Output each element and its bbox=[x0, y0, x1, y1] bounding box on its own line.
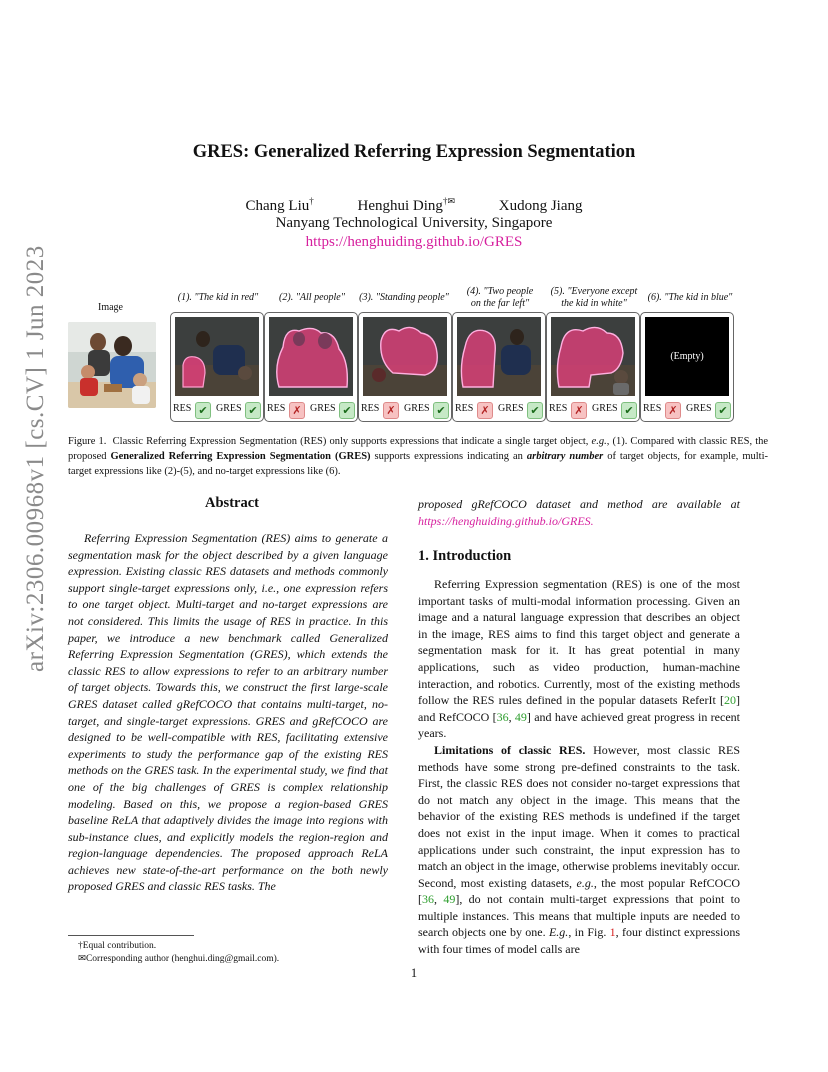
check-icon: ✔ bbox=[195, 402, 211, 419]
cross-icon: ✗ bbox=[383, 402, 399, 419]
intro-paragraph-2: Limitations of classic RES. However, most classic RES methods have some strong pre-defined constraints to the task. First, the classic RES does not consider no-target expressions that do not match any object in the image. This means that the behavior of the existing RES methods is undefined if the target does not exist in the input image. When it comes to practical applications under such constraint, the input expression has to match an object in the image, otherwise problems inevitably occur. Second, most existing datasets, e.g., the most popular RefCOCO [36, 49], do not contain multi-target expressions that point to multiple instances. This means that multiple inputs are needed to search objects one by one. E.g., in Fig. 1, four distinct expressions with four times of model calls are bbox=[418, 742, 740, 957]
panel-5 bbox=[546, 312, 640, 422]
author-1: Chang Liu† bbox=[245, 196, 314, 214]
panel-3-mask-image bbox=[363, 317, 447, 396]
panel-label-1: (1). "The kid in red" bbox=[177, 292, 259, 303]
panel-6-results: RES ✗ GRES ✔ bbox=[641, 400, 733, 418]
project-link[interactable]: https://henghuiding.github.io/GRES bbox=[305, 234, 523, 250]
panel-5-mask-image bbox=[551, 317, 635, 396]
image-label: Image bbox=[98, 302, 123, 313]
panel-2-mask-image bbox=[269, 317, 353, 396]
author-2: Henghui Ding†✉ bbox=[357, 196, 455, 214]
panel-4 bbox=[452, 312, 546, 422]
footnotes bbox=[68, 940, 398, 966]
introduction-text bbox=[418, 576, 740, 958]
dataset-link[interactable]: https://henghuiding.github.io/GRES. bbox=[418, 513, 594, 528]
author-list bbox=[0, 196, 828, 215]
intro-paragraph-1: Referring Expression segmentation (RES) is one of the most important tasks of multi-modal information processing. Given an image and a natural language expression that describes an object in the image, RES aims to find this target object and generate a segmentation mask for it. It has great potential in many applications, such as video production, human-machine interaction, and robotics. Currently, most of the existing methods follow the RES rules defined in the popular datasets ReferIt [20] and RefCOCO [36, 49] and have achieved great progress in recent years. bbox=[418, 577, 740, 741]
citation-link[interactable]: 49 bbox=[514, 709, 527, 724]
cross-icon: ✗ bbox=[571, 402, 587, 419]
check-icon: ✔ bbox=[433, 402, 449, 419]
author-3: Xudong Jiang bbox=[498, 198, 583, 214]
panel-label-6: (6). "The kid in blue" bbox=[647, 292, 733, 303]
check-icon: ✔ bbox=[527, 402, 543, 419]
affiliation: Nanyang Technological University, Singapore bbox=[275, 215, 553, 231]
citation-link[interactable]: 36 bbox=[422, 892, 434, 907]
panel-label-2: (2). "All people" bbox=[279, 292, 345, 303]
check-icon: ✔ bbox=[339, 402, 355, 419]
panel-1-mask-image bbox=[175, 317, 259, 396]
panel-1-results: RES ✔ GRES ✔ bbox=[171, 400, 263, 418]
panel-4-results: RES ✗ GRES ✔ bbox=[453, 400, 545, 418]
check-icon: ✔ bbox=[245, 402, 261, 419]
check-icon: ✔ bbox=[621, 402, 637, 419]
panel-1 bbox=[170, 312, 264, 422]
panel-4-mask-image bbox=[457, 317, 541, 396]
panel-2 bbox=[264, 312, 358, 422]
footnote-corresponding-author: ✉Corresponding author (henghui.ding@gmail.com). bbox=[78, 954, 280, 964]
cross-icon: ✗ bbox=[665, 402, 681, 419]
panel-5-results: RES ✗ GRES ✔ bbox=[547, 400, 639, 418]
panel-3-results: RES ✗ GRES ✔ bbox=[359, 400, 451, 418]
abstract-continuation: proposed gRefCOCO dataset and method are available at https://henghuiding.github.io/GRES. bbox=[418, 497, 740, 528]
cross-icon: ✗ bbox=[289, 402, 305, 419]
panel-3 bbox=[358, 312, 452, 422]
paper-title: GRES: Generalized Referring Expression Segmentation bbox=[192, 142, 636, 162]
figure-link[interactable]: 1 bbox=[609, 925, 616, 940]
introduction-heading: 1. Introduction bbox=[418, 548, 512, 564]
footnote-equal-contribution: †Equal contribution. bbox=[78, 941, 157, 951]
abstract-text: Referring Expression Segmentation (RES) aims to generate a segmentation mask for the object described by a given language expression. Existing classic RES datasets and methods commonly support single-target expressions only, i.e., one expression refers to one target object. Multi-target and no-target expressions are not considered. This limits the usage of RES in practice. In this paper, we introduce a new benchmark called Generalized Referring Expression Segmentation (GRES), which extends the classic RES to allow expressions to refer to an arbitrary number of target objects. Towards this, we construct the first large-scale GRES dataset called gRefCOCO that contains multi-target, no-target, and single-target expressions. GRES and gRefCOCO are designed to be well-compatible with RES, facilitating extensive experiments to study the performance gap of the existing RES methods on the GRES task. In the experimental study, we find that one of the big challenges of GRES is complex relationship modeling. Based on this, we propose a region-based GRES baseline ReLA that adaptively divides the image into regions with sub-instance clues, and explicitly models the region-region and region-language dependencies. The proposed approach ReLA achieves new state-of-the-art performance on the both newly proposed GRES and classic RES tasks. The bbox=[68, 531, 388, 894]
citation-link[interactable]: 49 bbox=[443, 892, 456, 907]
citation-link[interactable]: 36 bbox=[496, 709, 509, 724]
panel-6 bbox=[640, 312, 734, 422]
cross-icon: ✗ bbox=[477, 402, 493, 419]
source-photo bbox=[68, 322, 156, 408]
panel-label-5: (5). "Everyone except the kid in white" bbox=[550, 286, 638, 309]
panel-6-empty-image: (Empty) bbox=[645, 317, 729, 396]
footnote-rule bbox=[68, 935, 194, 936]
figure-caption: Figure 1. Classic Referring Expression Segmentation (RES) only supports expressions that indicate a single target object, e.g., (1). Compared with classic RES, the proposed Generalized Referring Expression Segmentation (GRES) supports expressions indicating an arbitrary number of target objects, for example, multi-target expressions like (2)-(5), and no-target expressions like (6). bbox=[68, 436, 769, 477]
panel-label-3: (3). "Standing people" bbox=[359, 292, 449, 303]
panel-2-results: RES ✗ GRES ✔ bbox=[265, 400, 357, 418]
panel-label-4: (4). "Two people on the far left" bbox=[466, 286, 534, 309]
arxiv-identifier: arXiv:2306.00968v1 [cs.CV] 1 Jun 2023 bbox=[22, 245, 49, 672]
citation-link[interactable]: 20 bbox=[724, 693, 736, 708]
abstract-heading: Abstract bbox=[205, 495, 259, 511]
check-icon: ✔ bbox=[715, 402, 731, 419]
page-number: 1 bbox=[410, 966, 418, 980]
